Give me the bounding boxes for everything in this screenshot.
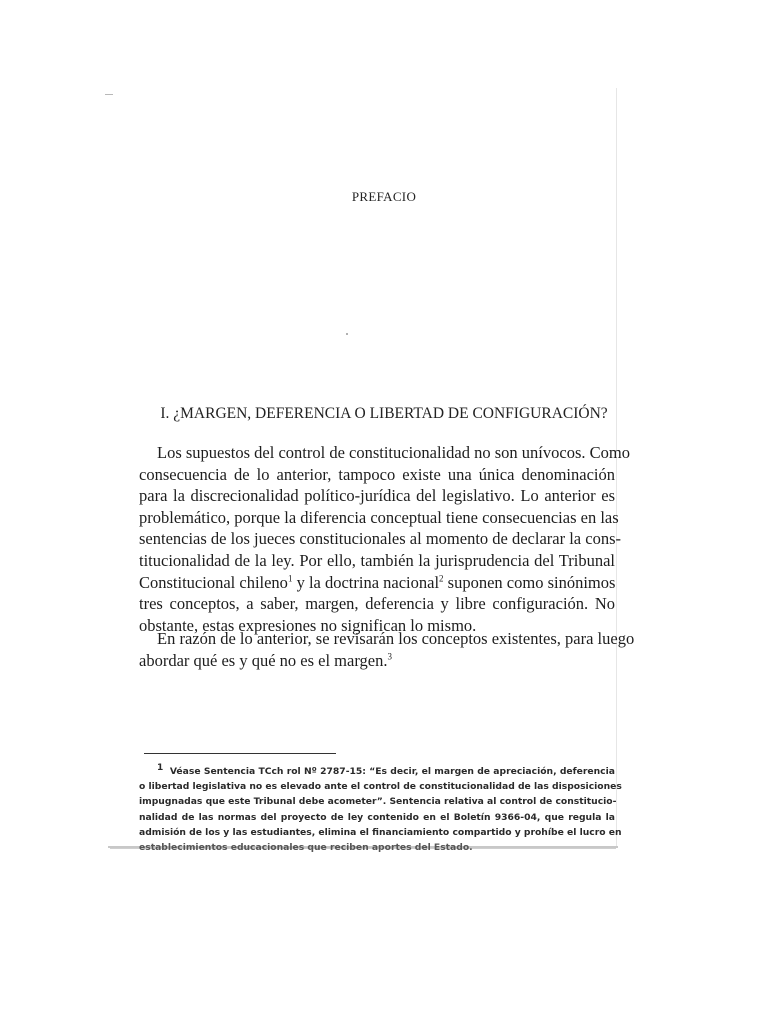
footnote-line-cut: establecimientos educacionales que reciben aportes del Estado. <box>139 842 473 854</box>
paragraph-line-with-notes <box>139 572 615 594</box>
paragraph-line: tres conceptos, a saber, margen, deferencia y libre configuración. No <box>139 594 615 614</box>
footnotes <box>139 762 622 854</box>
paragraph-1 <box>139 442 630 636</box>
paragraph-2 <box>139 628 635 671</box>
footnote-ref-3[interactable]: 3 <box>387 651 392 662</box>
footnote-text: Véase Sentencia TCch rol Nº 2787-15: “Es decir, el margen de apreciación, deferencia <box>169 766 615 777</box>
paragraph-line: En razón de lo anterior, se revisarán los conceptos existentes, para luego <box>157 629 635 648</box>
footnote-line: impugnadas que este Tribunal debe acometer”. Sentencia relativa al control de constitucio- <box>139 796 617 808</box>
paragraph-line: sentencias de los jueces constitucionales al momento de declarar la cons- <box>139 529 621 549</box>
preface-title: PREFACIO <box>351 189 417 204</box>
scan-speck <box>346 333 348 335</box>
footnote-line: nalidad de las normas del proyecto de ley contenido en el Boletín 9366-04, que regula la <box>139 811 615 823</box>
line-text: abordar qué es y qué no es el margen. <box>139 650 388 670</box>
paragraph-line: titucionalidad de la ley. Por ello, también la jurisprudencia del Tribunal <box>139 550 615 570</box>
footnote-ref-1[interactable]: 1 <box>287 573 293 584</box>
footnote-ref-2[interactable]: 2 <box>439 573 444 584</box>
paragraph-line: para la discrecionalidad político-jurídica del legislativo. Lo anterior es <box>139 486 615 506</box>
footnote-marker: 1 <box>157 762 164 773</box>
paragraph-line-with-note <box>139 650 615 672</box>
paragraph-line: consecuencia de lo anterior, tampoco existe una única denominación <box>139 464 615 484</box>
footnote-line <box>139 764 615 779</box>
section-heading: I. ¿MARGEN, DEFERENCIA O LIBERTAD DE CONFIGURACIÓN? <box>160 405 608 422</box>
paragraph-line: Los supuestos del control de constitucionalidad no son unívocos. Como <box>157 443 630 462</box>
footnote-line: admisión de los y las estudiantes, elimina el financiamiento compartido y prohíbe el lucro en <box>139 826 622 838</box>
footnote-line: o libertad legislativa no es elevado ante el control de constitucionalidad de las disposiciones <box>139 781 622 793</box>
scan-corner-mark <box>105 94 113 95</box>
line-text: suponen como sinónimos <box>443 572 616 592</box>
footnote-separator <box>144 753 336 754</box>
line-text: Constitucional chileno <box>139 572 288 592</box>
paragraph-line: obstante, estas expresiones no significan lo mismo. <box>139 615 477 635</box>
line-text: y la doctrina nacional <box>292 572 440 592</box>
paragraph-line: problemático, porque la diferencia conceptual tiene consecuencias en las <box>139 507 619 527</box>
